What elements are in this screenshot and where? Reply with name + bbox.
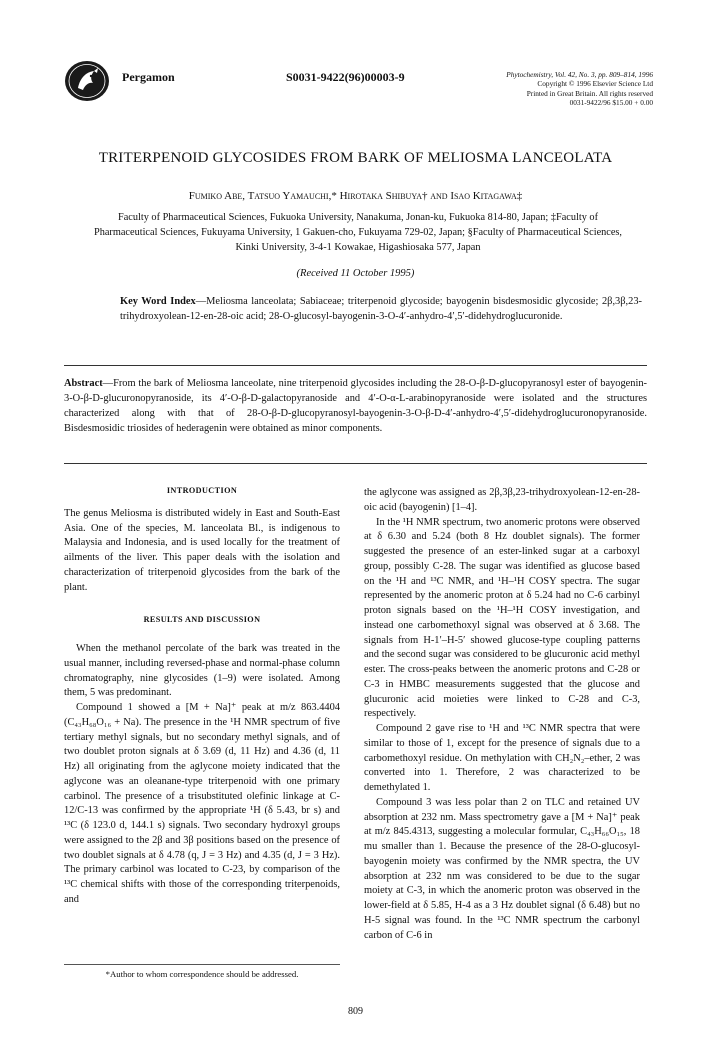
author-list: Fumiko Abe, Tatsuo Yamauchi,* Hirotaka Shibuya† and Isao Kitagawa‡ — [188, 190, 523, 202]
left-column — [64, 484, 340, 908]
footnote: *Author to whom correspondence should be addressed. — [105, 969, 299, 979]
article-code: S0031-9422(96)00003-9 — [286, 70, 405, 84]
price-line: 0031-9422/96 $15.00 + 0.00 — [569, 97, 653, 107]
right-paragraph-1: the aglycone was assigned as 2β,3β,23-trihydroxyolean-12-en-28-oic acid (bayogenin) [1–4]. — [364, 487, 640, 513]
divider-top — [64, 365, 647, 366]
printed-line: Printed in Great Britain. All rights reserved — [526, 88, 653, 98]
abstract-text: —From the bark of Meliosma lanceolate, nine triterpenoid glycosides including the 28-O-β-D-glucopyranosyl ester of bayogenin-3-O-β-D-glucuronopyranoside, its 4′-O-β-D-galactopyranoside and 4′-O-α-L-arabinopyranoside were isolated and the structures characterized along with that of 28-O-β-D-glucopyranosyl-bayogenin-3-O-β-D-4′-anhydro-4′,5′-didehydroglucuronopyranoside. Bisdesmosidic triosides of hederagenin were obtained as minor components. — [64, 378, 647, 434]
affiliations: Faculty of Pharmaceutical Sciences, Fukuoka University, Nanakuma, Jonan-ku, Fukuoka 814-80, Japan; ‡Faculty of Pharmaceutical Sciences, Fukuyama University, 1 Gakuen-cho, Fukuyama 729-02, Japan; §Faculty of Pharmaceutical Sciences, Kinki University, 3-4-1 Kowakae, Higashiosaka 577, Japan — [93, 212, 623, 253]
publisher-name: Pergamon — [122, 70, 175, 84]
pergamon-logo-icon — [64, 60, 110, 102]
right-paragraph-3: Compound 2 gave rise to ¹H and ¹³C NMR spectra that were similar to those of 1, except for the presence of signals due to a carbomethoxyl residue. On methylation with CH₂N₂–ether, 2 was converted into 1. Therefore, 2 was characterized to be demethylated 1. — [364, 723, 640, 793]
divider-bottom — [64, 463, 647, 464]
keywords-label: Key Word Index — [120, 296, 196, 307]
right-paragraph-4: Compound 3 was less polar than 2 on TLC and retained UV absorption at 232 nm. Mass spectrometry gave a [M + Na]⁺ peak at m/z 845.4313, suggesting a molecular formular, C₄₃H₆₆O₁₅, 18 mu smaller than 1. Because the presence of the 28-O-glucosyl-bayogenin moiety was confirmed by the NMR spectra, the UV absorption at 232 nm was considered to be due to the sugar moiety at C-3, in which the anomeric proton was observed in the lower-field at δ 5.85, H-4 as a 3 Hz doublet signal (δ 6.48) but no H-5 signal was found. In the ¹³C NMR spectrum the carbonyl carbon of C-6 in — [364, 796, 640, 941]
page-number: 809 — [348, 1006, 363, 1017]
abstract-label: Abstract — [64, 378, 103, 389]
introduction-paragraph: The genus Meliosma is distributed widely in East and South-East Asia. One of the species, M. lanceolata Bl., is indigenous to Malaysia and Indonesia, and is used locally for the treatment of ailments of the liver. This paper deals with the isolation and characterization of triterpenoid glycosides from the bark of the plant. — [64, 507, 340, 593]
footnote-divider — [64, 964, 340, 965]
journal-info — [506, 70, 653, 107]
right-paragraph-2: In the ¹H NMR spectrum, two anomeric protons were observed at δ 6.30 and 5.24 (both 8 Hz doublet signals). The former suggested the presence of an ester-linked sugar at a carboxyl group, possibly C-28. The sugar was identified as glucose based on the ¹H and ¹³C NMR, and ¹H–¹H COSY spectra. The sugar represented by the anomeric proton at δ 5.24 had no C-6 carbinyl proton signals based on the ¹H–¹H COSY investigation, and instead one carbomethoxyl signal was observed at δ 3.68. The signals from H-1′–H-5′ showed glucose-type coupling patterns and the second sugar was considered to be glucuronic acid methyl ester. The cross-peaks between the anomeric protons and C-28 or C-3 in HMBC measurements suggested that the glucose and glucuronic acid moieties were linked to C-28 and C-3, respectively. — [364, 516, 640, 720]
results-heading: RESULTS AND DISCUSSION — [143, 615, 261, 625]
journal-header — [64, 60, 653, 107]
keyword-index — [120, 294, 642, 324]
received-date: (Received 11 October 1995) — [296, 268, 415, 279]
journal-citation: Phytochemistry, Vol. 42, No. 3, pp. 809–814, 1996 — [506, 70, 653, 79]
results-paragraph-2: Compound 1 showed a [M + Na]⁺ peak at m/z 863.4404 (C₄₃H₆₈O₁₆ + Na). The presence in the ¹H NMR spectrum of five tertiary methyl signals, but no secondary methyl signals, and of two doublet proton signals at δ 3.69 (d, 11 Hz) and 4.36 (d, 11 Hz) all originating from the aglycone moiety indicated that the aglycone was an oleanane-type triterpenoid with one primary carbinol. The presence of a trisubstituted olefinic linkage at C-12/C-13 was confirmed by the appropriate ¹H (δ 5.43, br s) and ¹³C (δ 123.0 d, 144.1 s) signals. Two secondary hydroxyl groups were assigned to the 2β and 3β positions based on the presence of two doublet signals at δ 4.78 (q, J = 3 Hz) and 4.35 (d, J = 3 Hz). The primary carbinol was located to C-23, by comparison of the ¹³C chemical shifts with those of the corresponding triterpenoids, and — [64, 702, 340, 905]
keywords-text: —Meliosma lanceolata; Sabiaceae; triterpenoid glycoside; bayogenin bisdesmosidic glycoside; 2β,3β,23-trihydroxyolean-12-en-28-oic acid; 28-O-glucosyl-bayogenin-3-O-4′-anhydro-4′,5′-didehydroglucuronide. — [120, 296, 642, 322]
results-paragraph-1: When the methanol percolate of the bark was treated in the usual manner, including reversed-phase and normal-phase column chromatography, nine glycosides (1–9) were isolated. Among them, 5 was predominant. — [64, 643, 340, 699]
copyright-line: Copyright © 1996 Elsevier Science Ltd — [537, 79, 653, 89]
abstract — [64, 376, 647, 436]
introduction-heading: INTRODUCTION — [166, 486, 238, 495]
article-title: TRITERPENOID GLYCOSIDES FROM BARK OF MELIOSMA LANCEOLATA — [98, 150, 613, 166]
right-column — [364, 486, 640, 943]
